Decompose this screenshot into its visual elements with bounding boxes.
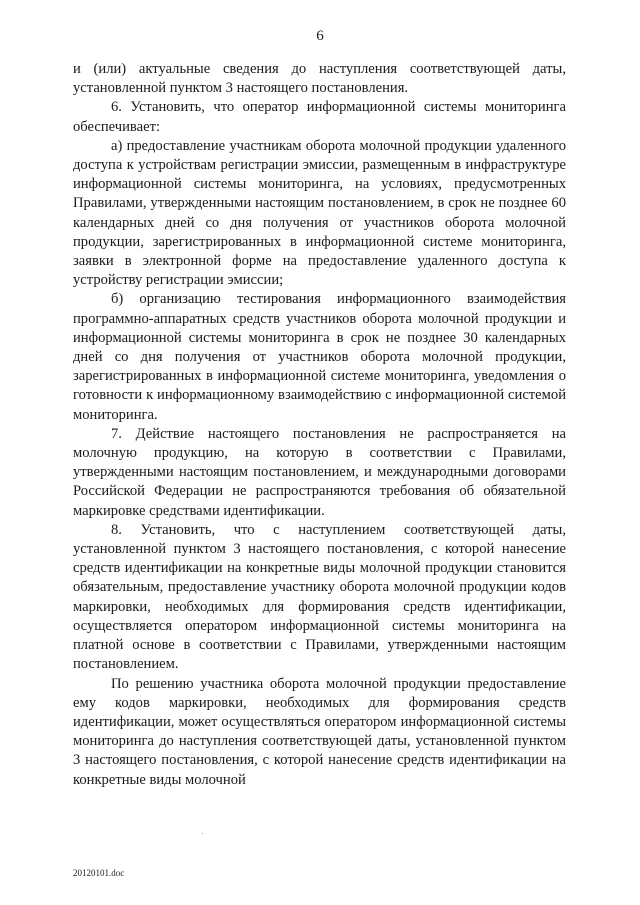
page-number: 6 [316, 28, 324, 44]
paragraph-item-7: 7. Действие настоящего постановления не распространяется на молочную продукцию, на которую в соответствии с Правилами, утвержденными настоящим постановлением, и международными договорами Российской Федерации не распространяются требования об обязательной маркировке средствами идентификации. [73, 425, 566, 519]
paragraph-continuation: и (или) актуальные сведения до наступления соответствующей даты, установленной пунктом 3 настоящего постановления. [73, 61, 566, 97]
paragraph-item-8: 8. Установить, что с наступлением соответствующей даты, установленной пунктом 3 настоящего постановления, с которой нанесение средств идентификации на конкретные виды молочной продукции становится обязательным, предоставление участнику оборота молочной продукции кодов маркировки, необходимых для формирования средств идентификации, осуществляется оператором информационной системы мониторинга на платной основе в соответствии с Правилами, утвержденными настоящим постановлением. [73, 521, 566, 673]
paragraph-item-8-decision: По решению участника оборота молочной продукции предоставление ему кодов маркировки, необходимых для формирования средств идентификации, может осуществляться оператором информационной системы мониторинга до наступления соответствующей даты, установленной пунктом 3 настоящего постановления, с которой нанесение средств идентификации на конкретные виды молочной [73, 675, 566, 788]
paragraph-item-6: 6. Установить, что оператор информационной системы мониторинга обеспечивает: [73, 99, 566, 135]
scan-speck [202, 833, 203, 834]
document-body [73, 60, 566, 790]
paragraph-item-6b: б) организацию тестирования информационного взаимодействия программно-аппаратных средств участников оборота молочной продукции и информационной системы мониторинга в срок не позднее 30 календарных дней со дня получения от участников оборота молочной продукции, зарегистрированных в информационной системе мониторинга, уведомления о готовности к информационному взаимодействию с информационной системой мониторинга. [73, 291, 566, 423]
footer-file-code: 20120101.doc [73, 868, 125, 878]
paragraph-item-6a: а) предоставление участникам оборота молочной продукции удаленного доступа к устройствам регистрации эмиссии, размещенным в инфраструктуре информационной системы мониторинга, на условиях, предусмотренных Правилами, утвержденными настоящим постановлением, в срок не позднее 60 календарных дней со дня получения от участников оборота молочной продукции, зарегистрированных в информационной системе мониторинга, заявки в электронной форме на предоставление удаленного доступа к устройству регистрации эмиссии; [73, 137, 566, 289]
